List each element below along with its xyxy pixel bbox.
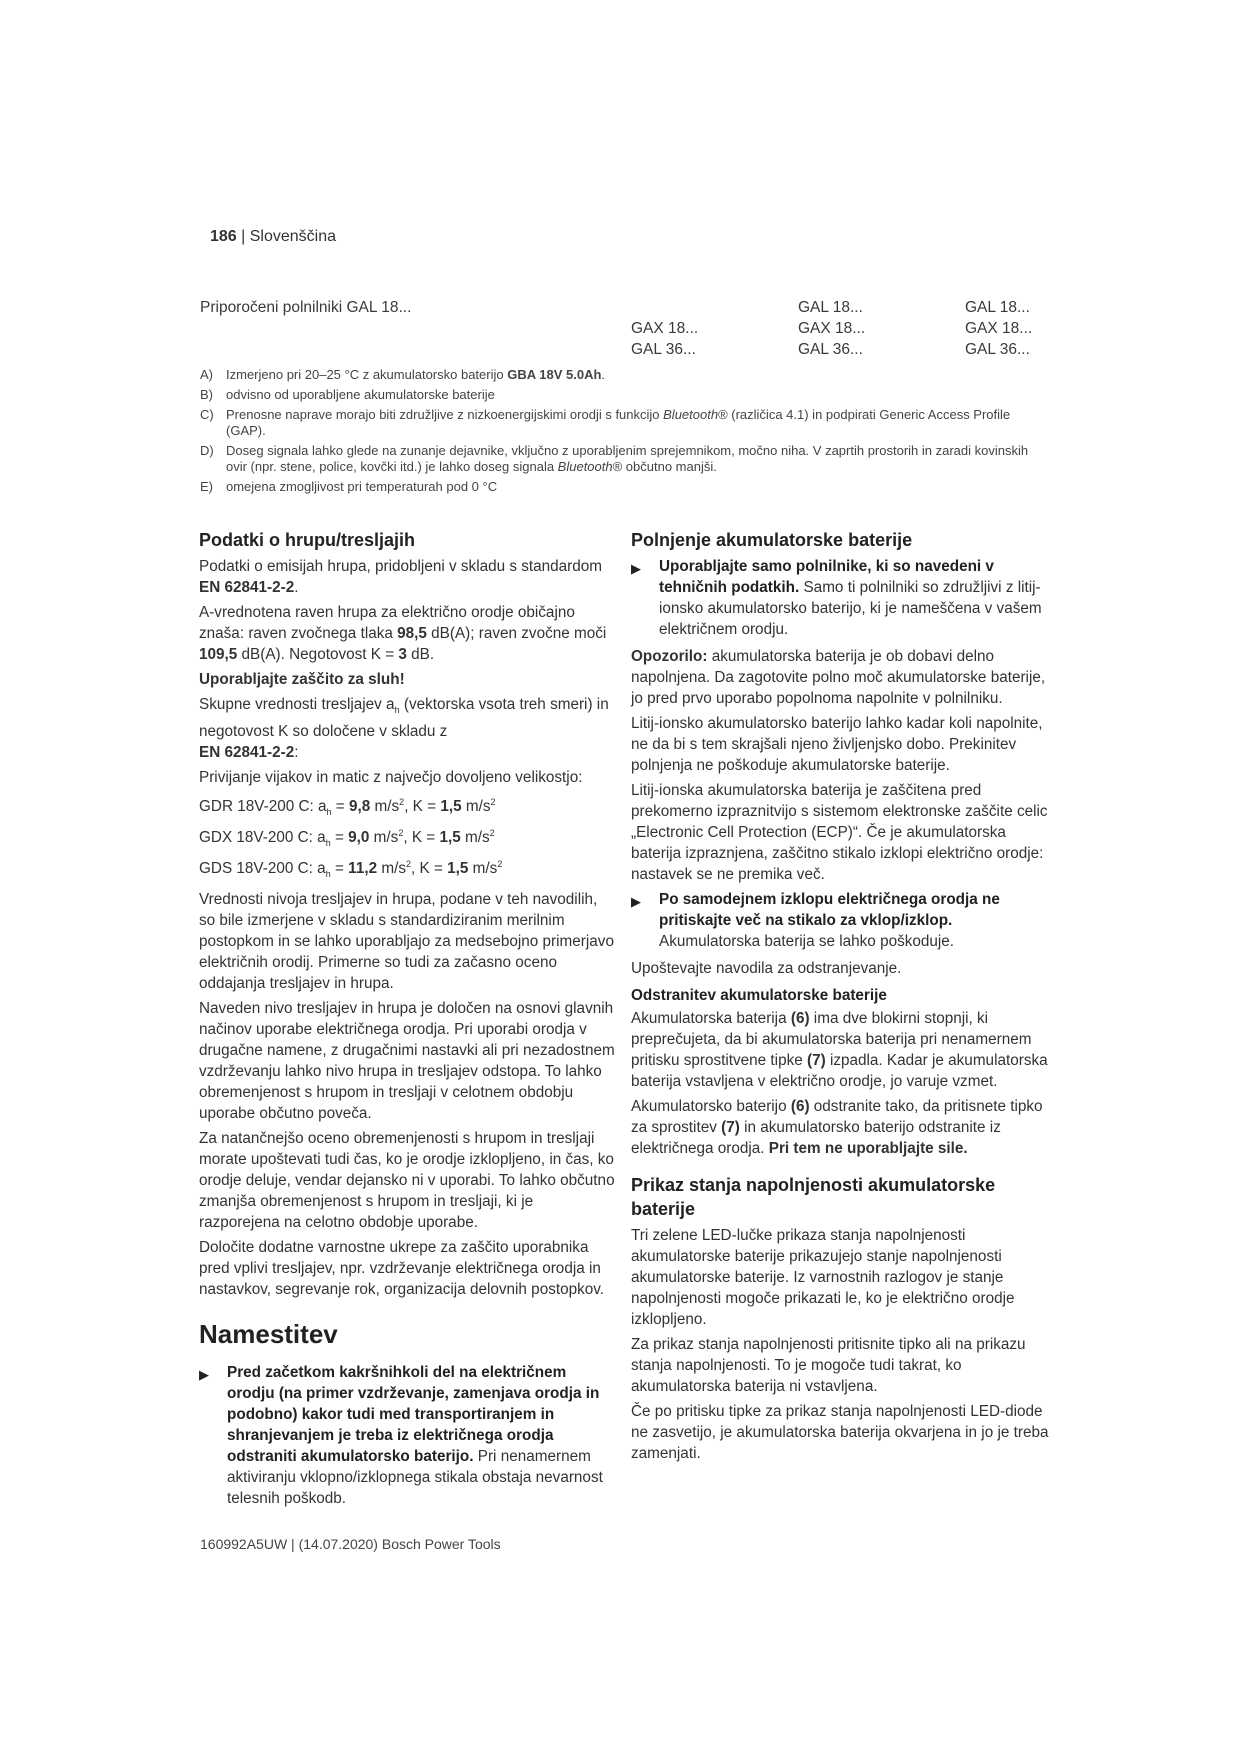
warning-label: Opozorilo: — [631, 648, 708, 665]
charger-table-label: Priporočeni polnilniki GAL 18... — [200, 299, 412, 316]
install-rest: Pri nenamernem aktiviranju vklopno/izklopnega stikala obstaja nevarnost telesnih poškodb. — [227, 1448, 603, 1508]
footnote-tail: ® (različica 4.1) in podpirati Generic Access Profile (GAP). — [226, 407, 1011, 438]
page-header — [210, 228, 336, 246]
paragraph: Določite dodatne varnostne ukrepe za zaščito uporabnika pred vplivi tresljajev, npr. vzdrževanje električnega orodja in nastavkov, segrevanje rok, organizacija delovnih postopkov. — [199, 1239, 605, 1299]
footnote-label: D) — [200, 443, 214, 458]
charger-col1-row2: GAL 36... — [631, 341, 696, 358]
unit: m/s — [465, 829, 490, 847]
footnote-d — [200, 443, 1040, 475]
model-label: GDX 18V-200 C: a — [199, 829, 326, 847]
k-value: 1,5 — [439, 829, 461, 847]
model-label: GDR 18V-200 C: a — [199, 798, 327, 816]
warning-text: akumulatorska baterija je ob dobavi delno napolnjena. Da zagotovite polno moč akumulatorske baterije, jo pred prvo uporabo popolnoma napolnite v polnilniku. — [631, 648, 1046, 707]
footnote-bold: GBA 18V 5.0Ah — [507, 367, 602, 382]
noise-levels — [199, 602, 617, 665]
footnote-tail: . — [601, 367, 606, 382]
vibration-row: GDR 18V-200 C: $a_h = 9,8$ $m/s^2$, K = 1,5 $m/s^2$ — [199, 797, 496, 818]
charger-col2-row2: GAX 18... — [798, 320, 866, 337]
noise-text: dB(A). Negotovost K = — [237, 646, 399, 663]
vibration-row: GDX 18V-200 C: $a_h = 9,0$ $m/s^2$, K = 1,5 $m/s^2$ — [199, 828, 495, 849]
footnote-text: Prenosne naprave morajo biti združljive z nizkoenergijskimi orodji s funkcijo — [226, 407, 664, 422]
footnote-text: omejena zmogljivost pri temperaturah pod 0 °C — [226, 479, 498, 494]
ear-protection-warning — [199, 669, 617, 690]
paragraph: Litij-ionsko akumulatorsko baterijo lahko kadar koli napolnite, ne da bi s tem skrajšali njeno življenjsko dobo. Prekinitev polnjenja ne poškoduje akumulatorske baterije. — [631, 715, 1043, 774]
state-heading: Prikaz stanja napolnjenosti akumulatorske baterije — [631, 1175, 996, 1219]
bullet-arrow-icon: ▶ — [631, 561, 641, 576]
no-force-warning: Pri tem ne uporabljajte sile. — [768, 1140, 968, 1157]
paragraph: Litij-ionska akumulatorska baterija je zaščitena pred prekomerno izpraznitvijo s sistemom elektronske zaščite celic „Electronic Cell Protection (ECP)“. Če je akumulatorska baterija izpraznjena, zaščitno stikalo izklopi električno orodje: nastavek se ne premika več. — [631, 782, 1048, 883]
footnote-e — [200, 479, 1040, 495]
ref-number: (6) — [790, 1098, 810, 1115]
noise-intro: Podatki o emisijah hrupa, pridobljeni v skladu s standardom EN 62841-2-2. — [199, 558, 603, 596]
section-name: Slovenščina — [249, 228, 337, 245]
vibration-row: GDS 18V-200 C: $a_h = 11,2$ $m/s^2$, K = 1,5 $m/s^2$ — [199, 859, 503, 880]
footnote-label: B) — [200, 387, 213, 402]
text: odstranite tako, da pritisnete tipko za sprostitev — [631, 1098, 1043, 1136]
vibration-text: (vektorska vsota treh smeri) in negotovost K so določene v skladu z — [199, 696, 609, 741]
ah-value: 9,0 — [348, 829, 370, 847]
ear-protection-text: Uporabljajte zaščito za sluh! — [199, 671, 405, 688]
warning-paragraph — [631, 646, 1049, 709]
paragraph: Vrednosti nivoja tresljajev in hrupa, podane v teh navodilih, so bile izmerjene v skladu s standardiziranim merilnim postopkom in se lahko uporabljajo za medsebojno primerjavo električnih orodij. Primerne so tudi za začasno oceno oddajanja tresljajev in hrupa. — [199, 891, 614, 993]
footnote-italic: Bluetooth — [557, 459, 613, 474]
unit: m/s — [472, 860, 498, 878]
charge-heading: Polnjenje akumulatorske baterije — [631, 530, 913, 550]
footnote-label: E) — [200, 479, 213, 494]
disposal-note: Upoštevajte navodila za odstranjevanje. — [631, 960, 902, 977]
text: ima dve blokirni stopnji, ki preprečujeta, da bi akumulatorska baterija pri nenamernem pritisku sprostitvene tipke — [631, 1010, 1032, 1069]
footnote-text: Doseg signala lahko glede na zunanje dejavnike, vključno z uporabljenim sprejemnikom, močno niha. V zaprtih prostorih in zaradi kovinskih ovir (npr. stene, police, kovčki itd.) je lahko doseg signala — [226, 443, 1029, 474]
sound-pressure-value: 98,5 — [397, 625, 427, 642]
vibration-text: Skupne vrednosti tresljajev a — [199, 696, 395, 713]
vibration-intro: Skupne vrednosti tresljajev $a_h$ (vektorska vsota treh smeri) in negotovost K so določene v skladu z EN 62841-2-2: — [199, 696, 609, 762]
footnote-text: odvisno od uporabljene akumulatorske baterije — [226, 387, 495, 402]
charger-col2-row3: GAL 36... — [798, 341, 863, 358]
noise-standard: EN 62841-2-2 — [199, 579, 295, 596]
footnote-c — [200, 407, 1040, 439]
bullet-bold: Uporabljajte samo polnilnike, ki so navedeni v tehničnih podatkih. — [659, 558, 994, 596]
paragraph: Naveden nivo tresljajev in hrupa je določen na osnovi glavnih načinov uporabe električnega orodja. Pri uporabi orodja v drugačne namene, z drugačnimi nastavki ali pri nezadostnem vzdrževanju lahko nivo hrupa in tresljajev odstopa. To lahko obremenjenost s hrupom in tresljaji v celotnem obdobju uporabe občutno poveča. — [199, 1000, 615, 1123]
ah-value: 9,8 — [349, 798, 371, 816]
remove-heading: Odstranitev akumulatorske baterije — [631, 987, 887, 1004]
left-column — [199, 528, 617, 1515]
unit: m/s — [373, 829, 399, 847]
ref-number: (7) — [721, 1119, 740, 1136]
unit: m/s — [374, 798, 400, 816]
noise-text: dB. — [406, 646, 435, 663]
noise-text: dB(A); raven zvočne moči — [426, 625, 607, 642]
install-bold: Pred začetkom kakršnihkoli del na električnem orodju (na primer vzdrževanje, zamenjava orodja in podobno) kakor tudi med transportiranjem in shranjevanjem je treba iz električnega orodja odstraniti akumulatorsko baterijo. — [227, 1364, 600, 1466]
header-separator: | — [236, 228, 250, 245]
bullet-arrow-icon: ▶ — [199, 1367, 209, 1383]
footnote-label: C) — [200, 407, 214, 422]
noise-text: A-vrednotena raven hrupa za električno orodje običajno znaša: raven zvočnega tlaka — [199, 604, 575, 642]
bullet-arrow-icon: ▶ — [631, 894, 641, 909]
charger-bullet — [631, 556, 1049, 640]
charger-col1-row1: GAX 18... — [631, 320, 699, 337]
unit: m/s — [381, 860, 406, 878]
install-bullet — [199, 1362, 617, 1509]
ref-number: (7) — [807, 1052, 826, 1069]
footnote-a — [200, 367, 1040, 383]
screwing-note: Privijanje vijakov in matic z največjo dovoljeno velikostjo: — [199, 769, 583, 787]
model-label: GDS 18V-200 C: a — [199, 860, 326, 878]
footnote-b — [200, 387, 1040, 403]
footnote-tail: ® občutno manjši. — [612, 459, 717, 474]
paragraph: Za natančnejšo oceno obremenjenosti s hrupom in tresljaji morate upoštevati tudi čas, ko je orodje izklopljeno, in čas, ko orodje deluje, vendar dejansko ni v uporabi. To lahko občutno zmanjša obremenjenost s hrupom in tresljaji, ki je razporejena na celotno obdobje uporabe. — [199, 1130, 615, 1232]
footnote-italic: Bluetooth — [663, 407, 719, 422]
text: in akumulatorsko baterijo odstranite iz električnega orodja. — [631, 1119, 1001, 1157]
remove-paragraph-1 — [631, 1008, 1049, 1092]
paragraph: Za prikaz stanja napolnjenosti pritisnite tipko ali na prikazu stanja napolnjenosti. To je mogoče tudi takrat, ko akumulatorska baterija ni vstavljena. — [631, 1336, 1026, 1395]
right-column — [631, 528, 1049, 1468]
unit: m/s — [465, 798, 491, 816]
k-value: 1,5 — [440, 798, 462, 816]
paragraph: Če po pritisku tipke za prikaz stanja napolnjenosti LED-diode ne zasvetijo, je akumulatorska baterija okvarjena in jo je treba zamenjati. — [631, 1403, 1049, 1462]
charger-col3-row3: GAL 36... — [965, 341, 1030, 358]
noise-heading: Podatki o hrupu/tresljajih — [199, 530, 416, 550]
k-value: 1,5 — [447, 860, 469, 878]
sound-power-value: 109,5 — [199, 646, 238, 663]
text: Akumulatorsko baterijo — [631, 1098, 791, 1115]
text: izpadla. Kadar je akumulatorska baterija vstavljena v električno orodje, jo varuje vzmet. — [631, 1052, 1048, 1090]
page-footer: 160992A5UW | (14.07.2020) Bosch Power Tools — [200, 1536, 501, 1552]
uncertainty-value: 3 — [398, 646, 407, 663]
vibration-values — [199, 792, 617, 885]
footnotes — [200, 367, 1040, 499]
footnote-label: A) — [200, 367, 213, 382]
bullet-rest: Akumulatorska baterija se lahko poškoduje. — [659, 933, 955, 950]
bullet-bold: Po samodejnem izklopu električnega orodja ne pritiskajte več na stikalo za vklop/izklop. — [659, 891, 1000, 929]
switch-bullet — [631, 889, 1049, 952]
ah-value: 11,2 — [348, 860, 378, 878]
page-number: 186 — [210, 228, 237, 245]
noise-intro-text: Podatki o emisijah hrupa, pridobljeni v skladu s standardom — [199, 558, 603, 575]
vibration-standard: EN 62841-2-2 — [199, 744, 295, 762]
ref-number: (6) — [790, 1010, 810, 1027]
bullet-rest: Samo ti polnilniki so združljivi z litij-ionsko akumulatorsko baterijo, ki je nameščena v vašem električnem orodju. — [659, 579, 1042, 638]
charger-col3-row1: GAL 18... — [965, 299, 1030, 316]
install-heading: Namestitev — [199, 1319, 338, 1350]
text: Akumulatorska baterija — [631, 1010, 791, 1027]
remove-paragraph-2 — [631, 1096, 1049, 1159]
paragraph: Tri zelene LED-lučke prikaza stanja napolnjenosti akumulatorske baterije prikazujejo stanje napolnjenosti akumulatorske baterije. Iz varnostnih razlogov je stanje napolnjenosti mogoče prikazati le, ko je električno orodje izklopljeno. — [631, 1227, 1015, 1328]
footnote-text: Izmerjeno pri 20–25 °C z akumulatorsko baterijo — [226, 367, 508, 382]
charger-col3-row2: GAX 18... — [965, 320, 1033, 337]
charger-col2-row1: GAL 18... — [798, 299, 863, 316]
